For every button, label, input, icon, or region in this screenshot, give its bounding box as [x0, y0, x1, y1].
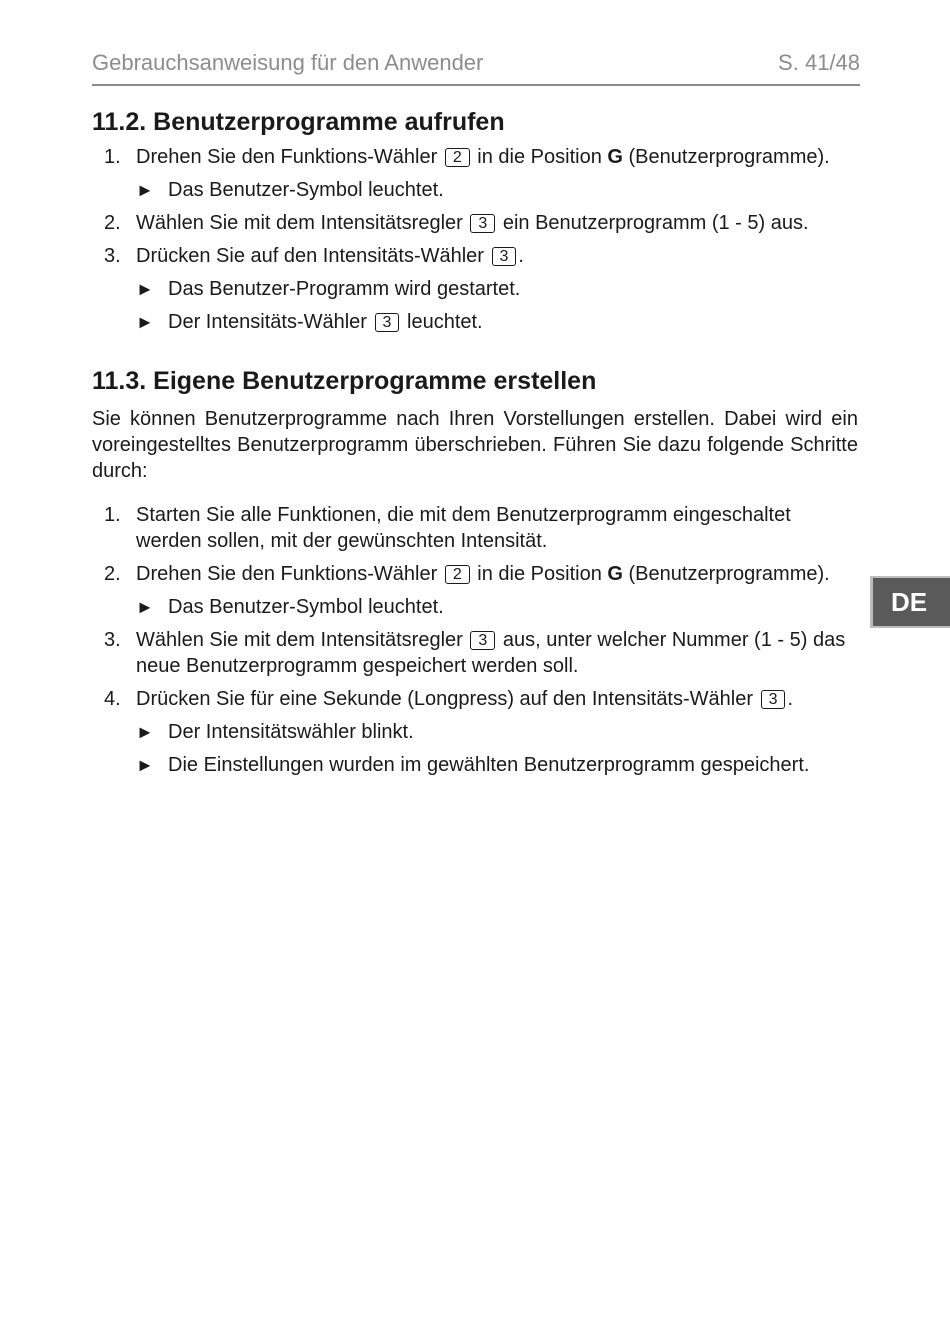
result-arrow-icon: ►	[136, 312, 154, 332]
step-number: 2.	[104, 563, 121, 585]
result-arrow-icon: ►	[136, 597, 154, 617]
result-item	[92, 752, 858, 778]
step-text: Drücken Sie auf den Intensitäts-Wähler	[136, 245, 484, 267]
result-text: Der Intensitäts-Wähler	[168, 311, 367, 333]
position-letter: G	[607, 563, 623, 585]
position-letter: G	[607, 146, 623, 168]
step-item	[92, 627, 858, 679]
result-arrow-icon: ►	[136, 755, 154, 775]
result-text: Der Intensitätswähler blinkt.	[168, 721, 414, 743]
page-header	[92, 48, 860, 86]
step-number: 2.	[104, 212, 121, 234]
step-number: 1.	[104, 504, 121, 526]
step-text: in die Position	[477, 146, 602, 168]
step-text: (Benutzerprogramme).	[628, 563, 830, 585]
result-text: Die Einstellungen wurden im gewählten Benutzerprogramm gespeichert.	[168, 754, 810, 776]
step-item	[92, 210, 858, 236]
result-arrow-icon: ►	[136, 180, 154, 200]
step-item	[92, 561, 858, 587]
result-item	[92, 719, 858, 745]
section-intro-paragraph: Sie können Benutzerprogramme nach Ihren Vorstellungen erstellen. Dabei wird ein voreingestelltes Benutzerprogramm überschrieben. Führen Sie dazu folgende Schritte durch:	[92, 408, 858, 482]
step-number: 3.	[104, 245, 121, 267]
steps-list-11-2	[92, 144, 858, 335]
step-item	[92, 144, 858, 170]
step-item	[92, 686, 858, 712]
step-item	[92, 502, 858, 554]
step-text: Starten Sie alle Funktionen, die mit dem Benutzerprogramm eingeschaltet werden sollen, mit der gewünschten Intensität.	[136, 504, 791, 552]
dial-reference-badge: 3	[761, 690, 786, 709]
step-item	[92, 243, 858, 269]
dial-reference-badge: 2	[445, 148, 470, 167]
result-text: Das Benutzer-Symbol leuchtet.	[168, 596, 444, 618]
document-title: Gebrauchsanweisung für den Anwender	[92, 50, 484, 75]
step-text: Wählen Sie mit dem Intensitätsregler	[136, 629, 463, 651]
step-text: in die Position	[477, 563, 602, 585]
result-item	[92, 177, 858, 203]
result-text: leuchtet.	[407, 311, 483, 333]
dial-reference-badge: 3	[375, 313, 400, 332]
language-tab: DE	[870, 576, 950, 628]
section-heading-11-2: 11.2. Benutzerprogramme aufrufen	[92, 108, 505, 136]
result-arrow-icon: ►	[136, 279, 154, 299]
step-number: 4.	[104, 688, 121, 710]
page-number: S. 41/48	[778, 50, 860, 75]
step-text: Drehen Sie den Funktions-Wähler	[136, 146, 438, 168]
step-text: Drücken Sie für eine Sekunde (Longpress) auf den Intensitäts-Wähler	[136, 688, 754, 710]
steps-list-11-3	[92, 502, 858, 778]
step-text: .	[787, 688, 794, 710]
step-text: Wählen Sie mit dem Intensitätsregler	[136, 212, 463, 234]
dial-reference-badge: 3	[470, 214, 495, 233]
result-text: Das Benutzer-Programm wird gestartet.	[168, 278, 521, 300]
page-content	[92, 108, 858, 778]
dial-reference-badge: 3	[470, 631, 495, 650]
result-item	[92, 594, 858, 620]
step-text: (Benutzerprogramme).	[628, 146, 830, 168]
result-item	[92, 276, 858, 302]
step-text: Drehen Sie den Funktions-Wähler	[136, 563, 438, 585]
section-heading-11-3: 11.3. Eigene Benutzerprogramme erstellen	[92, 367, 597, 395]
step-text: .	[518, 245, 524, 267]
step-number: 1.	[104, 146, 121, 168]
step-text: aus, unter welcher Nummer (1 - 5) das neue Benutzerprogramm gespeichert werden soll.	[136, 629, 846, 677]
step-text: ein Benutzerprogramm (1 - 5) aus.	[502, 212, 809, 234]
dial-reference-badge: 2	[445, 565, 470, 584]
step-number: 3.	[104, 629, 121, 651]
dial-reference-badge: 3	[492, 247, 517, 266]
result-arrow-icon: ►	[136, 722, 154, 742]
result-item	[92, 309, 858, 335]
result-text: Das Benutzer-Symbol leuchtet.	[168, 179, 444, 201]
